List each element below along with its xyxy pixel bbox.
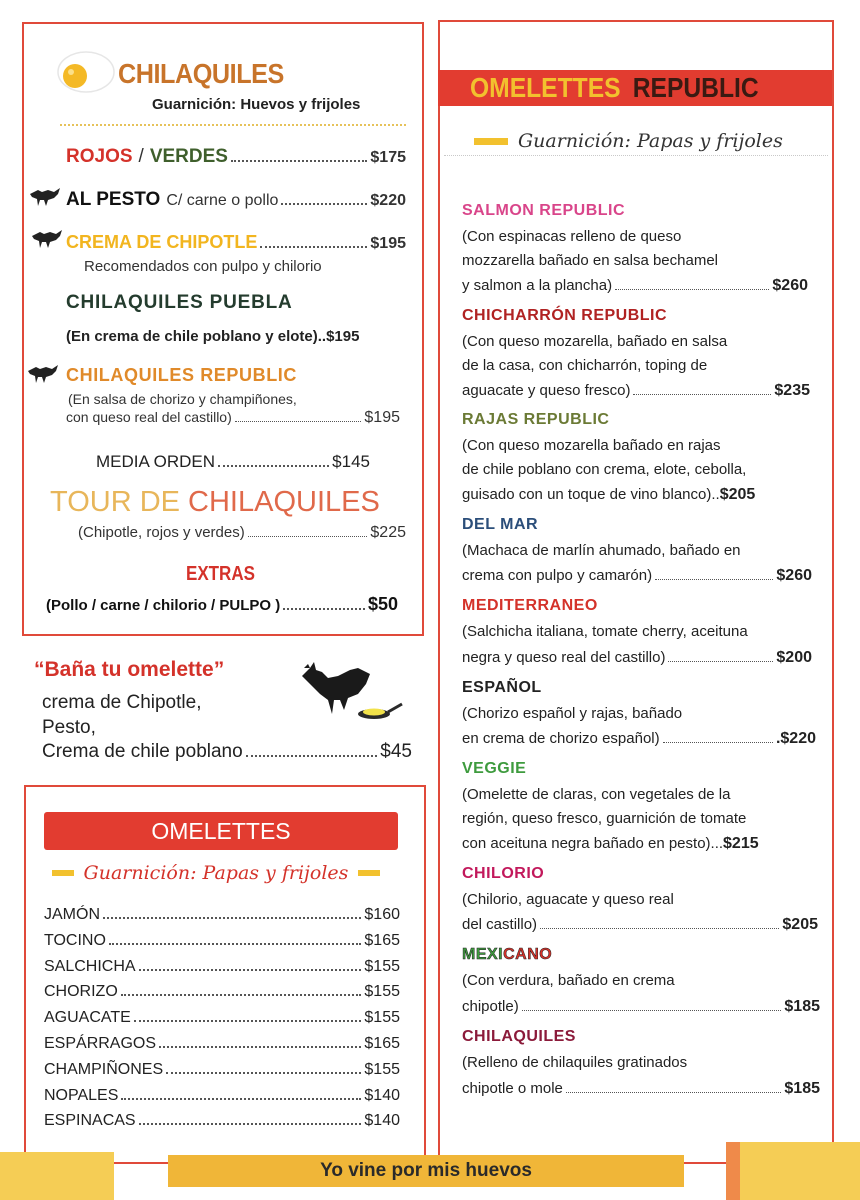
item-price: $145: [332, 452, 370, 471]
footer-slogan: Yo vine por mis huevos: [320, 1160, 532, 1181]
item-desc: (Con verdura, bañado en crema: [462, 972, 675, 989]
bana-title: “Baña tu omelette”: [34, 658, 225, 681]
rajas-price-row: [462, 486, 755, 504]
item-del-mar: DEL MAR: [462, 516, 539, 533]
rooster-icon: [28, 184, 62, 208]
item-chilaquiles-republic: CHILAQUILES REPUBLIC: [66, 365, 298, 385]
item-price: $220: [370, 192, 406, 209]
item-desc: (Machaca de marlín ahumado, bañado en: [462, 542, 741, 559]
item-desc: negra y queso real del castillo): [462, 649, 666, 666]
list-item: [44, 1112, 400, 1138]
yellow-bar: [52, 870, 74, 876]
leader-dots: [566, 1092, 782, 1093]
tour-desc-row: [78, 524, 406, 542]
omelettes-list: [44, 906, 400, 1138]
list-item: [44, 1061, 400, 1087]
bana-line-1: crema de Chipotle,: [42, 692, 202, 713]
item-chilaquiles-puebla: CHILAQUILES PUEBLA: [66, 292, 293, 313]
menu-item-al-pesto: [66, 189, 406, 211]
republic-title-b: REPUBLIC: [632, 72, 759, 103]
republic-title-a: OMELETTES: [470, 72, 621, 103]
item-desc: (Omelette de claras, con vegetales de la: [462, 786, 731, 803]
veggie-price-row: [462, 835, 759, 853]
leader-dots: [260, 246, 367, 248]
item-desc: (Con espinacas relleno de queso: [462, 228, 682, 245]
leader-dots: [283, 608, 365, 610]
leader-dots: [121, 994, 362, 996]
item-price: $205: [782, 916, 818, 933]
extras-title: EXTRAS: [186, 563, 255, 585]
chilaquiles-guarnicion: [152, 96, 360, 113]
chilaquiles-title: CHILAQUILES: [118, 58, 284, 89]
leader-dots: [615, 289, 769, 290]
item-desc: (Salchicha italiana, tomate cherry, aceituna: [462, 623, 748, 640]
item-price: .$220: [775, 730, 816, 747]
item-price: $140: [364, 1112, 400, 1130]
yellow-bar: [474, 138, 508, 145]
item-al-pesto: AL PESTO: [66, 189, 161, 210]
item-desc: mozzarella bañado en salsa bechamel: [462, 252, 718, 269]
item-price: $165: [364, 931, 400, 949]
item-price: $185: [784, 998, 820, 1015]
item-name: ESPINACAS: [44, 1112, 136, 1130]
leader-dots: [540, 928, 779, 929]
item-name: JAMÓN: [44, 906, 100, 923]
menu-item-media-orden: [96, 452, 370, 472]
leader-dots: [159, 1046, 361, 1048]
item-price: $195: [326, 328, 360, 345]
leader-dots: [633, 394, 771, 395]
item-desc: aguacate y queso fresco): [462, 382, 631, 399]
list-item: [44, 1035, 400, 1061]
republic-guarnicion-row: [474, 130, 783, 152]
republic-desc-2-row: [66, 409, 400, 427]
item-price: $225: [370, 524, 406, 541]
item-name: SALCHICHA: [44, 957, 136, 975]
item-price: $185: [784, 1080, 820, 1097]
list-item: [44, 906, 400, 932]
rooster-icon: [30, 226, 64, 250]
item-price: $260: [772, 277, 808, 294]
footer-banner: [168, 1155, 684, 1187]
mexicano-price-row: [462, 998, 820, 1016]
item-price: $195: [370, 235, 406, 252]
item-desc: con aceituna negra bañado en pesto)...: [462, 835, 724, 852]
item-price: $155: [364, 1009, 400, 1027]
mexicano-part-a: MEXI: [462, 946, 504, 963]
item-veggie: VEGGIE: [462, 760, 527, 777]
leader-dots: [166, 1072, 361, 1074]
item-desc: crema con pulpo y camarón): [462, 567, 653, 584]
item-mexicano: [462, 946, 552, 964]
bana-line-2: Pesto,: [42, 717, 96, 738]
leader-dots: [522, 1010, 782, 1011]
menu-item-crema-chipotle: [66, 232, 406, 253]
leader-dots: [663, 742, 773, 743]
espanol-price-row: [462, 730, 816, 748]
extras-desc: (Pollo / carne / chilorio / PULPO ): [46, 597, 281, 614]
item-price: $215: [723, 835, 759, 852]
guarnicion-value: Huevos y frijoles: [240, 96, 361, 113]
item-price: $155: [364, 983, 400, 1001]
slash: /: [138, 146, 144, 167]
leader-dots: [231, 160, 367, 162]
leader-dots: [134, 1020, 362, 1022]
item-desc: guisado con un toque de vino blanco)..: [462, 486, 720, 503]
item-price: $205: [719, 486, 756, 503]
footer-block-orange: [726, 1142, 740, 1200]
item-desc: C/ carne o pollo: [166, 192, 279, 209]
republic-desc-1: (En salsa de chorizo y champiñones,: [68, 391, 297, 407]
leader-dots: [218, 465, 329, 467]
item-name: TOCINO: [44, 931, 106, 949]
puebla-desc: (En crema de chile poblano y elote)..: [66, 328, 327, 345]
leader-dots: [139, 1123, 362, 1125]
leader-dots: [103, 917, 361, 919]
republic-guarnicion: Guarnición: Papas y frijoles: [518, 130, 783, 152]
rooster-icon: [26, 361, 60, 385]
item-desc: del castillo): [462, 916, 538, 933]
item-price: $200: [776, 649, 812, 666]
list-item: [44, 958, 400, 984]
leader-dots: [281, 203, 367, 205]
item-price: $45: [380, 741, 412, 762]
item-verdes: VERDES: [149, 146, 228, 167]
item-name: AGUACATE: [44, 1009, 131, 1027]
omelettes-guarnicion-row: [44, 862, 388, 884]
list-item: [44, 1087, 400, 1113]
item-desc: (Con queso mozarella, bañado en salsa: [462, 333, 728, 350]
chilorio-price-row: [462, 916, 818, 934]
divider: [444, 155, 828, 156]
item-chicharron-republic: CHICHARRÓN REPUBLIC: [462, 307, 668, 324]
item-crema-chipotle: CREMA DE CHIPOTLE: [66, 232, 258, 252]
leader-dots: [109, 943, 361, 945]
leader-dots: [235, 421, 362, 422]
item-price: $155: [364, 957, 400, 975]
salmon-price-row: [462, 277, 808, 295]
item-price: $155: [364, 1060, 400, 1078]
extras-row: [46, 594, 398, 615]
leader-dots: [121, 1098, 361, 1100]
item-rojos: ROJOS: [66, 146, 133, 167]
item-desc: chipotle): [462, 998, 519, 1015]
list-item: [44, 983, 400, 1009]
mexicano-part-b: CANO: [503, 946, 553, 963]
item-desc: (Con queso mozarella bañado en rajas: [462, 437, 721, 454]
item-desc: de la casa, con chicharrón, toping de: [462, 357, 708, 374]
omelettes-title: OMELETTES: [151, 818, 291, 844]
leader-dots: [655, 579, 773, 580]
item-price: $140: [364, 1086, 400, 1104]
item-price: $195: [364, 409, 400, 426]
item-desc: y salmon a la plancha): [462, 277, 613, 294]
footer-block-left: [0, 1152, 114, 1200]
item-price: $260: [776, 567, 812, 584]
item-price: $160: [364, 906, 400, 923]
item-price: $235: [774, 382, 810, 399]
tour-title: [50, 486, 380, 519]
republic-desc-2: con queso real del castillo): [66, 409, 232, 425]
bana-line-3-row: [42, 741, 412, 763]
item-desc: (Relleno de chilaquiles gratinados: [462, 1054, 688, 1071]
list-item: [44, 1009, 400, 1035]
fried-egg-icon: [56, 46, 116, 94]
leader-dots: [248, 536, 368, 537]
omelettes-header: [44, 812, 398, 850]
bana-line-3: Crema de chile poblano: [42, 741, 243, 762]
tour-desc: (Chipotle, rojos y verdes): [78, 524, 245, 541]
delmar-price-row: [462, 567, 812, 585]
item-name: CHORIZO: [44, 983, 118, 1001]
menu-item-rojos-verdes: [66, 146, 406, 168]
divider: [60, 124, 406, 126]
guarnicion-label: Guarnición:: [152, 96, 237, 113]
list-item: [44, 932, 400, 958]
item-price: $175: [370, 149, 406, 166]
item-desc: (Chilorio, aguacate y queso real: [462, 891, 674, 908]
chicharron-price-row: [462, 382, 810, 400]
tour-title-b: CHILAQUILES: [188, 486, 380, 518]
rooster-and-pan-icon: [298, 660, 406, 724]
puebla-line: [66, 328, 359, 345]
leader-dots: [246, 755, 378, 757]
item-name: CHAMPIÑONES: [44, 1060, 164, 1078]
republic-title: [470, 72, 759, 104]
item-chilaquiles-omelette: CHILAQUILES: [462, 1028, 576, 1045]
item-desc: (Chorizo español y rajas, bañado: [462, 705, 683, 722]
leader-dots: [668, 661, 773, 662]
item-salmon-republic: SALMON REPUBLIC: [462, 202, 626, 219]
item-desc: en crema de chorizo español): [462, 730, 660, 747]
item-name: NOPALES: [44, 1086, 119, 1104]
item-price: $165: [364, 1034, 400, 1052]
item-rajas-republic: RAJAS REPUBLIC: [462, 411, 610, 428]
omelettes-guarnicion: Guarnición: Papas y frijoles: [83, 862, 349, 884]
yellow-bar: [358, 870, 380, 876]
item-desc: chipotle o mole: [462, 1080, 563, 1097]
item-desc: región, queso fresco, guarnición de tomate: [462, 810, 747, 827]
item-price: $50: [367, 594, 398, 614]
chilaquiles-omelette-price-row: [462, 1080, 820, 1098]
item-name: ESPÁRRAGOS: [44, 1034, 157, 1052]
item-mediterraneo: MEDITERRANEO: [462, 597, 598, 614]
mediterraneo-price-row: [462, 649, 812, 667]
item-desc: de chile poblano con crema, elote, cebolla,: [462, 461, 747, 478]
leader-dots: [139, 969, 362, 971]
footer-block-right: [740, 1142, 860, 1200]
item-espanol: ESPAÑOL: [462, 679, 542, 696]
item-media-orden: MEDIA ORDEN: [96, 452, 216, 471]
tour-title-a: TOUR DE: [50, 486, 180, 518]
crema-note: Recomendados con pulpo y chilorio: [84, 258, 322, 275]
item-chilorio: CHILORIO: [462, 865, 545, 882]
